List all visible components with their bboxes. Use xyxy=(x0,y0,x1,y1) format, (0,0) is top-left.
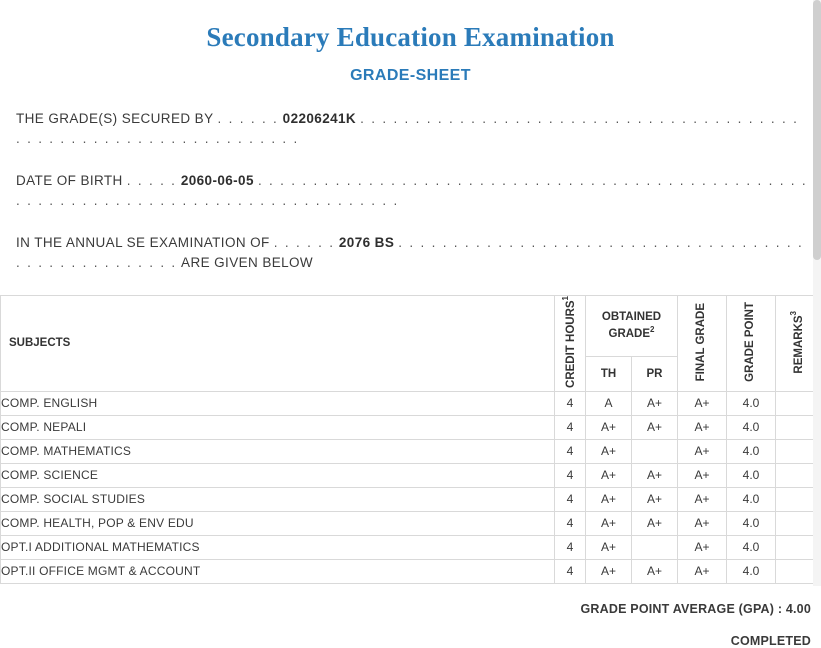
col-header-final-grade-label: FINAL GRADE xyxy=(695,302,708,382)
cell-final-grade: A+ xyxy=(678,439,727,463)
info-line-name xyxy=(16,109,809,149)
cell-grade-point: 4.0 xyxy=(727,415,776,439)
cell-grade-point: 4.0 xyxy=(727,511,776,535)
table-row xyxy=(1,511,821,535)
cell-grade-point: 4.0 xyxy=(727,463,776,487)
col-header-credit-hours-label: CREDIT HOURS xyxy=(565,300,578,388)
col-header-obtained-grade-label: OBTAINED GRADE xyxy=(601,311,662,341)
cell-final-grade: A+ xyxy=(678,487,727,511)
cell-credit: 4 xyxy=(555,415,586,439)
table-row xyxy=(1,391,821,415)
cell-credit: 4 xyxy=(555,463,586,487)
info-dots-1b: . . . . . . . . . . . . . . . . . . . . . . . . . . . . . . . . . . . . . . . . . . . . . . . . . . . . . . . . . . . . . . . . . . xyxy=(16,111,799,146)
cell-final-grade: A+ xyxy=(678,463,727,487)
col-header-credit-hours xyxy=(555,296,586,392)
cell-grade-point: 4.0 xyxy=(727,391,776,415)
cell-theory: A+ xyxy=(586,415,632,439)
table-row xyxy=(1,463,821,487)
table-row xyxy=(1,559,821,583)
cell-subject: COMP. NEPALI xyxy=(1,415,555,439)
cell-final-grade: A+ xyxy=(678,535,727,559)
cell-grade-point: 4.0 xyxy=(727,559,776,583)
cell-practical xyxy=(632,535,678,559)
info-label-name: THE GRADE(S) SECURED BY xyxy=(16,111,214,126)
cell-theory: A+ xyxy=(586,439,632,463)
grades-header-row-1 xyxy=(1,296,821,357)
status-badge: COMPLETED xyxy=(730,633,811,648)
cell-credit: 4 xyxy=(555,535,586,559)
info-line-dob xyxy=(16,171,809,211)
cell-subject: COMP. ENGLISH xyxy=(1,391,555,415)
info-value-dob: 2060-06-05 xyxy=(180,173,254,188)
cell-practical: A+ xyxy=(632,487,678,511)
scrollbar-thumb[interactable] xyxy=(813,0,821,260)
col-header-grade-point-label: GRADE POINT xyxy=(744,302,757,382)
col-header-remarks-label: REMARKS xyxy=(793,315,806,374)
cell-theory: A+ xyxy=(586,463,632,487)
cell-subject: COMP. MATHEMATICS xyxy=(1,439,555,463)
cell-subject: COMP. SOCIAL STUDIES xyxy=(1,487,555,511)
cell-credit: 4 xyxy=(555,391,586,415)
cell-final-grade: A+ xyxy=(678,559,727,583)
cell-practical: A+ xyxy=(632,415,678,439)
col-header-final-grade xyxy=(678,296,727,392)
cell-final-grade: A+ xyxy=(678,391,727,415)
result-footer xyxy=(0,602,821,648)
col-header-obtained-grade-sup: 2 xyxy=(650,325,655,335)
cell-practical: A+ xyxy=(632,391,678,415)
cell-credit: 4 xyxy=(555,439,586,463)
cell-credit: 4 xyxy=(555,487,586,511)
info-dots-2b: . . . . . . . . . . . . . . . . . . . . . . . . . . . . . . . . . . . . . . . . . . . . . . . . . . . . . . . . . . . . . . . . . . . . . . . . . . . . . . . . . . . . . xyxy=(16,173,808,208)
table-row xyxy=(1,535,821,559)
grades-table-head xyxy=(1,296,821,392)
col-header-grade-point xyxy=(727,296,776,392)
candidate-info xyxy=(0,109,821,273)
cell-theory: A+ xyxy=(586,487,632,511)
grades-table xyxy=(0,295,821,584)
cell-practical: A+ xyxy=(632,463,678,487)
cell-theory: A+ xyxy=(586,535,632,559)
table-row xyxy=(1,487,821,511)
cell-subject: COMP. HEALTH, POP & ENV EDU xyxy=(1,511,555,535)
page-scrollbar[interactable] xyxy=(813,0,821,586)
cell-practical xyxy=(632,439,678,463)
grades-table-body xyxy=(1,391,821,583)
cell-subject: OPT.II OFFICE MGMT & ACCOUNT xyxy=(1,559,555,583)
info-label-dob: DATE OF BIRTH xyxy=(16,173,123,188)
info-line-exam-year xyxy=(16,233,809,273)
table-row xyxy=(1,439,821,463)
info-suffix-given-below: ARE GIVEN BELOW xyxy=(181,255,314,270)
cell-subject: OPT.I ADDITIONAL MATHEMATICS xyxy=(1,535,555,559)
info-dots-2a: . . . . . xyxy=(126,173,177,188)
col-header-theory: TH xyxy=(586,357,632,392)
col-header-subjects: SUBJECTS xyxy=(1,296,555,392)
cell-theory: A+ xyxy=(586,511,632,535)
info-dots-3b: . . . . . . . . . . . . . . . . . . . . . . . . . . . . . . . . . . . . . . . . . . . . . . . . . . . . xyxy=(16,235,804,270)
cell-theory: A+ xyxy=(586,559,632,583)
cell-grade-point: 4.0 xyxy=(727,487,776,511)
col-header-practical: PR xyxy=(632,357,678,392)
cell-final-grade: A+ xyxy=(678,415,727,439)
gpa-value: GRADE POINT AVERAGE (GPA) : 4.00 xyxy=(580,601,811,616)
col-header-credit-hours-sup: 1 xyxy=(561,296,571,301)
cell-credit: 4 xyxy=(555,559,586,583)
cell-subject: COMP. SCIENCE xyxy=(1,463,555,487)
info-value-symbol-number: 02206241K xyxy=(282,111,357,126)
page-title: Secondary Education Examination xyxy=(206,22,615,52)
table-row xyxy=(1,415,821,439)
info-value-exam-year: 2076 BS xyxy=(338,235,395,250)
info-dots-1a: . . . . . . xyxy=(217,111,279,126)
cell-theory: A xyxy=(586,391,632,415)
col-header-obtained-grade xyxy=(586,296,678,357)
page-subtitle: GRADE-SHEET xyxy=(350,67,471,84)
cell-credit: 4 xyxy=(555,511,586,535)
col-header-remarks-sup: 3 xyxy=(789,310,799,316)
cell-grade-point: 4.0 xyxy=(727,439,776,463)
cell-final-grade: A+ xyxy=(678,511,727,535)
cell-grade-point: 4.0 xyxy=(727,535,776,559)
info-dots-3a: . . . . . . xyxy=(273,235,335,250)
cell-practical: A+ xyxy=(632,511,678,535)
cell-practical: A+ xyxy=(632,559,678,583)
info-label-exam-year: IN THE ANNUAL SE EXAMINATION OF xyxy=(16,235,270,250)
